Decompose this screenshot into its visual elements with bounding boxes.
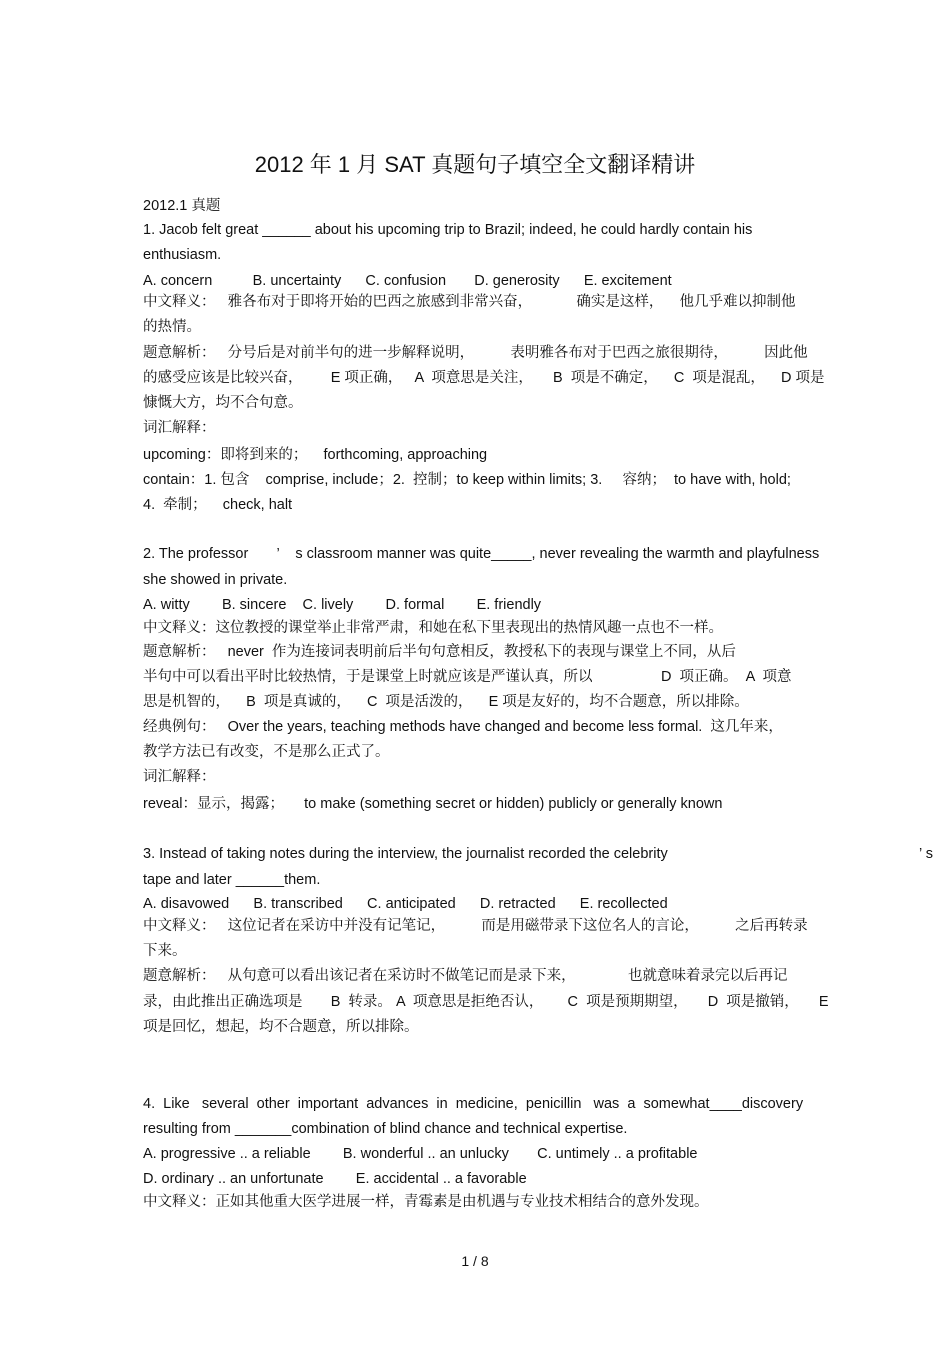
q4-stem-line-1: 4. Like several other important advances in medicine, penicillin was a somewhat____discovery — [143, 1096, 804, 1112]
section-heading: 2012.1 真题 — [143, 198, 221, 214]
q3-analysis-line-2: 录，由此推出正确选项是 B 转录。 A 项意思是拒绝否认， C 项是预期期望， D 项是撤销， E — [143, 994, 829, 1010]
q1-vocab-line-3: 4. 牵制； check, halt — [143, 497, 293, 513]
q1-stem-line-1: 1. Jacob felt great ______ about his upcoming trip to Brazil; indeed, he could hardly contain his — [143, 222, 753, 238]
q1-options: A. concern B. uncertainty C. confusion D. generosity E. excitement — [143, 273, 672, 289]
q1-chinese-meaning-line-1: 中文释义： 雅各布对于即将开始的巴西之旅感到非常兴奋， 确实是这样， 他几乎难以抑制他 — [143, 294, 796, 310]
q2-analysis-line-1: 题意解析： never 作为连接词表明前后半句句意相反，教授私下的表现与课堂上不同，从后 — [143, 644, 736, 660]
q2-vocab-heading: 词汇解释： — [143, 769, 216, 785]
q2-chinese-meaning: 中文释义：这位教授的课堂举止非常严肃，和她在私下里表现出的热情风趣一点也不一样。 — [143, 620, 723, 636]
document-title: 2012 年 1 月 SAT 真题句子填空全文翻译精讲 — [254, 152, 696, 177]
q1-vocab-line-2: contain：1. 包含 comprise, include；2. 控制；to keep within limits; 3. 容纳； to have with, hold; — [143, 472, 791, 488]
q2-example-line-2: 教学方法已有改变，不是那么正式了。 — [143, 744, 390, 760]
q2-options: A. witty B. sincere C. lively D. formal E. friendly — [143, 597, 542, 613]
q3-stem-line-1-tail: ’ s — [919, 846, 933, 862]
q1-vocab-line-1: upcoming：即将到来的； forthcoming, approaching — [143, 447, 488, 463]
q1-analysis-line-3: 慷慨大方，均不合句意。 — [143, 395, 303, 411]
q1-vocab-heading: 词汇解释： — [143, 420, 216, 436]
q1-analysis-line-2: 的感受应该是比较兴奋， E 项正确， A 项意思是关注， B 项是不确定， C 项是混乱， D 项是 — [143, 370, 825, 386]
q2-analysis-line-2: 半句中可以看出平时比较热情，于是课堂上时就应该是严谨认真，所以 D 项正确。 A 项意 — [143, 669, 792, 685]
q3-options: A. disavowed B. transcribed C. anticipated D. retracted E. recollected — [143, 896, 668, 912]
q1-chinese-meaning-line-2: 的热情。 — [143, 319, 201, 335]
q4-chinese-meaning: 中文释义：正如其他重大医学进展一样，青霉素是由机遇与专业技术相结合的意外发现。 — [143, 1194, 709, 1210]
q3-chinese-meaning-line-1: 中文释义： 这位记者在采访中并没有记笔记， 而是用磁带录下这位名人的言论， 之后再转录 — [143, 918, 808, 934]
page-number: 1 / 8 — [461, 1253, 489, 1269]
q3-chinese-meaning-line-2: 下来。 — [143, 943, 187, 959]
q2-analysis-line-3: 思是机智的， B 项是真诚的， C 项是活泼的， E 项是友好的，均不合题意，所以排除。 — [143, 694, 749, 710]
q1-analysis-line-1: 题意解析： 分号后是对前半句的进一步解释说明， 表明雅各布对于巴西之旅很期待， 因此他 — [143, 345, 808, 361]
q2-vocab-line-1: reveal：显示，揭露； to make (something secret or hidden) publicly or generally known — [143, 796, 723, 812]
q2-example-line-1: 经典例句： Over the years, teaching methods have changed and become less formal. 这几年来， — [143, 719, 783, 735]
q2-stem-line-2: she showed in private. — [143, 572, 288, 588]
q4-options-line-2: D. ordinary .. an unfortunate E. accidental .. a favorable — [143, 1171, 527, 1187]
q3-stem-line-2: tape and later ______them. — [143, 872, 321, 888]
q1-stem-line-2: enthusiasm. — [143, 247, 222, 263]
q2-stem-line-1: 2. The professor ’ s classroom manner was quite_____, never revealing the warmth and playfulness — [143, 546, 820, 562]
q3-stem-line-1: 3. Instead of taking notes during the interview, the journalist recorded the celebrity — [143, 846, 668, 862]
q4-options-line-1: A. progressive .. a reliable B. wonderful .. an unlucky C. untimely .. a profitable — [143, 1146, 698, 1162]
q4-stem-line-2: resulting from _______combination of blind chance and technical expertise. — [143, 1121, 628, 1137]
q3-analysis-line-3: 项是回忆，想起，均不合题意，所以排除。 — [143, 1019, 419, 1035]
q3-analysis-line-1: 题意解析： 从句意可以看出该记者在采访时不做笔记而是录下来， 也就意味着录完以后再记 — [143, 968, 788, 984]
